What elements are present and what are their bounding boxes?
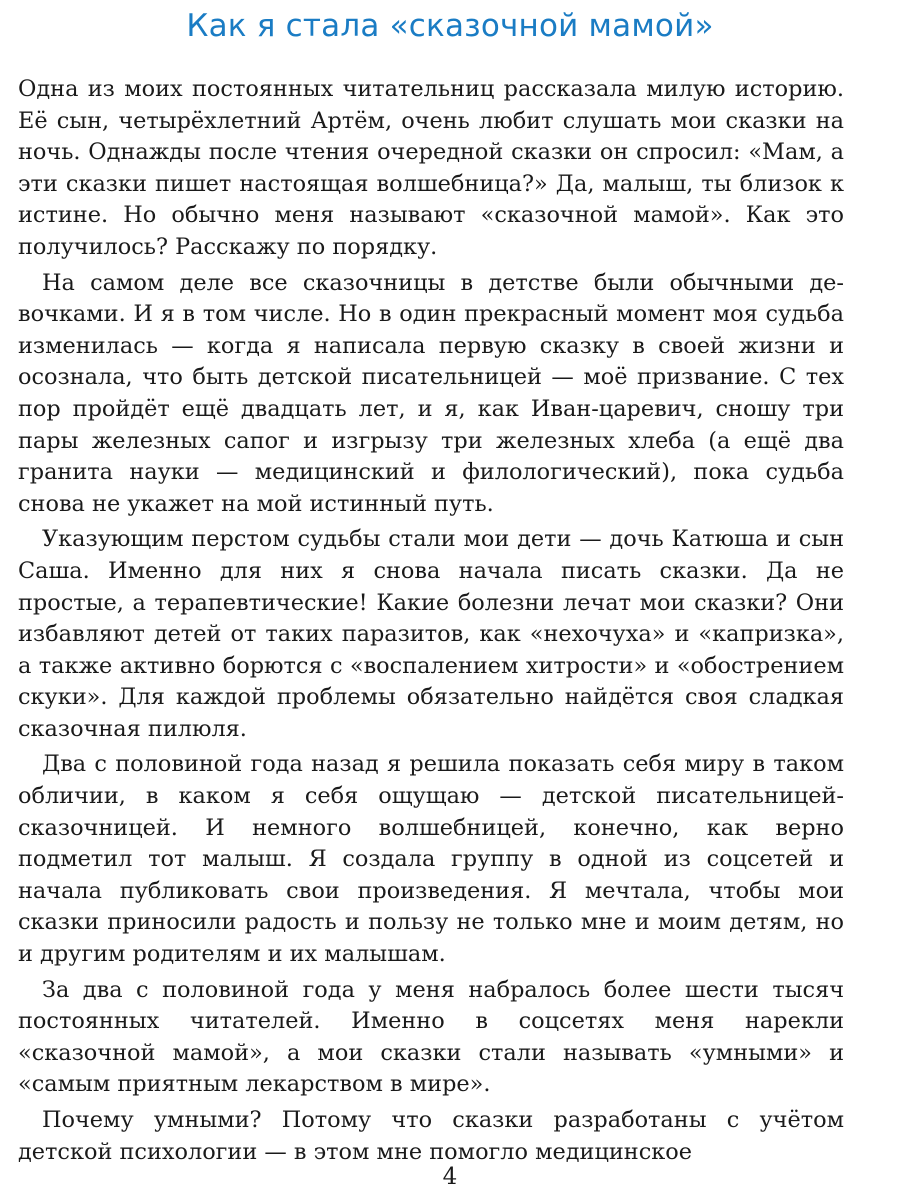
page-number: 4 xyxy=(442,1164,458,1190)
paragraph-5: За два с половиной года у меня набралось более шести тысяч постоянных читателей. Именно в соцсетях меня нарекли «сказочной мамой», а мои сказки стали называть «умными» и «самым приятным лекарством в мире». xyxy=(18,976,844,1098)
chapter-title: Как я стала «сказочной мамой» xyxy=(186,8,714,44)
paragraph-2: На самом деле все сказочницы в детстве были обычными девочками. И я в том числе. Но в один прекрасный момент моя судьба изменилась — когда я написала первую сказку в своей жизни и осознала, что быть детской писательницей — моё призвание. С тех пор пройдёт ещё двадцать лет, и я, как Иван-царевич, сношу три пары железных сапог и изгрызу три железных хлеба (а ещё два гранита науки — медицинский и филологический), пока судьба снова не укажет на мой истинный путь. xyxy=(18,269,844,517)
paragraph-1: Одна из моих постоянных читательниц рассказала милую историю. Её сын, четырёхлетний Артём, очень любит слушать мои сказки на ночь. Однажды после чтения очередной сказки он спросил: «Мам, а эти сказки пишет настоящая волшебница?» Да, малыш, ты близок к истине. Но обычно меня называют «сказочной мамой». Как это получилось? Расскажу по порядку. xyxy=(18,76,844,260)
paragraph-4: Два с половиной года назад я решила показать себя миру в таком обличии, в каком я себя ощущаю — детской писательницей-сказочницей. И немного волшебницей, конечно, как верно подметил тот малыш. Я создала группу в одной из соцсетей и начала публиковать свои произведения. Я мечтала, чтобы мои сказки приносили радость и пользу не только мне и моим детям, но и другим родителям и их малышам. xyxy=(18,751,844,968)
chapter-body xyxy=(18,74,844,1168)
paragraph-3: Указующим перстом судьбы стали мои дети — дочь Катюша и сын Саша. Именно для них я снова начала писать сказки. Да не простые, а терапевтические! Какие болезни лечат мои сказки? Они избавляют детей от таких паразитов, как «нехочуха» и «капризка», а также активно борются с «воспалением хитрости» и «обострением скуки». Для каждой проблемы обязательно найдётся своя сладкая сказочная пилюля. xyxy=(18,526,844,742)
paragraph-6: Почему умными? Потому что сказки разработаны с учётом детской психологии — в этом мне помогло медицинское xyxy=(18,1107,844,1165)
